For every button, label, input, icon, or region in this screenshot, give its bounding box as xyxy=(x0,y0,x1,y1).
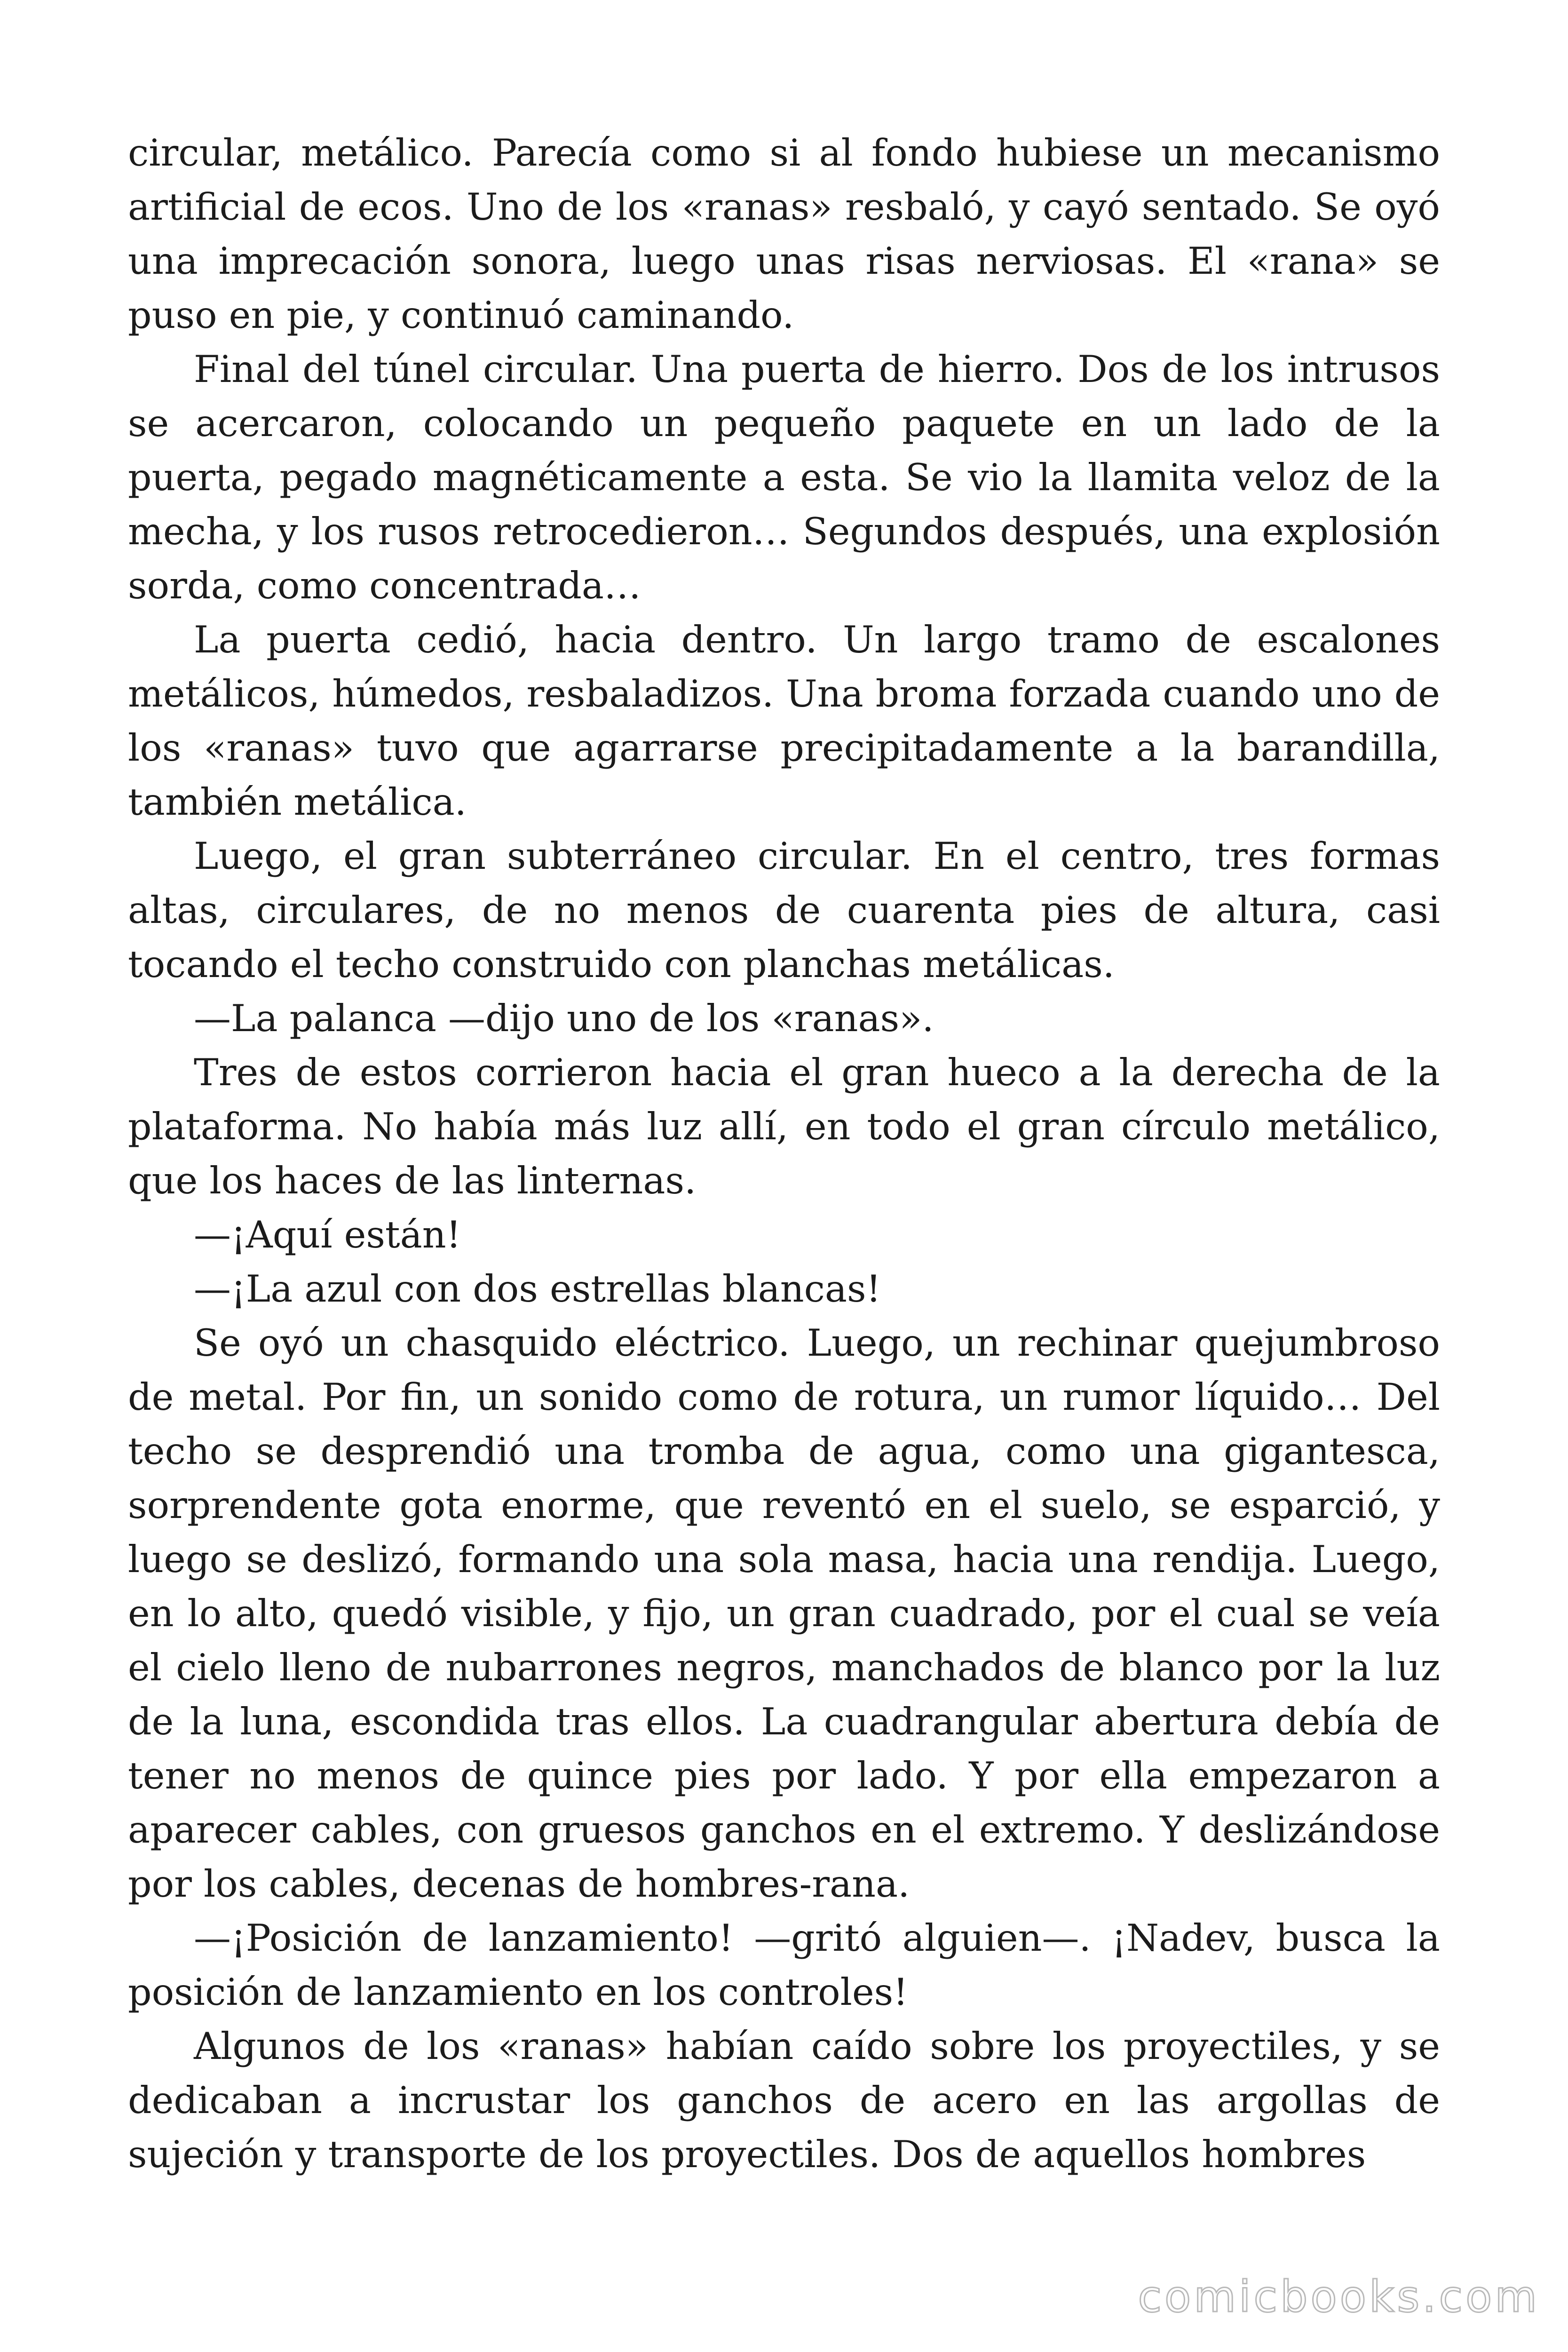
paragraph: —¡Aquí están! xyxy=(194,1213,461,1256)
page-body xyxy=(128,126,1440,2182)
paragraph: Final del túnel circular. Una puerta de hierro. Dos de los intrusos se acercaron, colocando un pequeño paquete en un lado de la puerta, pegado magnéticamente a esta. Se vio la llamita veloz de la mecha, y los rusos retrocedieron… Segundos después, una explosión sorda, como concentrada… xyxy=(128,348,1440,607)
paragraph: —¡Posición de lanzamiento! —gritó alguien—. ¡Nadev, busca la posición de lanzamiento en los controles! xyxy=(128,1916,1440,2014)
paragraph: Tres de estos corrieron hacia el gran hueco a la derecha de la plataforma. No había más luz allí, en todo el gran círculo metálico, que los haces de las linternas. xyxy=(128,1051,1440,1202)
paragraph: La puerta cedió, hacia dentro. Un largo tramo de escalones metálicos, húmedos, resbaladizos. Una broma forzada cuando uno de los «ranas» tuvo que agarrarse precipitadamente a la barandilla, también metálica. xyxy=(128,618,1440,824)
paragraph: —¡La azul con dos estrellas blancas! xyxy=(194,1267,881,1311)
paragraph: Luego, el gran subterráneo circular. En el centro, tres formas altas, circulares, de no menos de cuarenta pies de altura, casi tocando el techo construido con planchas metálicas. xyxy=(128,834,1440,986)
paragraph: circular, metálico. Parecía como si al fondo hubiese un mecanismo artificial de ecos. Uno de los «ranas» resbaló, y cayó sentado. Se oyó una imprecación sonora, luego unas risas nerviosas. El «rana» se puso en pie, y continuó caminando. xyxy=(128,131,1440,337)
paragraph: Algunos de los «ranas» habían caído sobre los proyectiles, y se dedicaban a incrustar los ganchos de acero en las argollas de sujeción y transporte de los proyectiles. Dos de aquellos hombres xyxy=(128,2025,1440,2176)
watermark: comicbooks.com xyxy=(1138,2272,1540,2322)
paragraph: Se oyó un chasquido eléctrico. Luego, un rechinar quejumbroso de metal. Por fin, un sonido como de rotura, un rumor líquido… Del techo se desprendió una tromba de agua, como una gigantesca, sorprendente gota enorme, que reventó en el suelo, se esparció, y luego se deslizó, formando una sola masa, hacia una rendija. Luego, en lo alto, quedó visible, y fijo, un gran cuadrado, por el cual se veía el cielo lleno de nubarrones negros, manchados de blanco por la luz de la luna, escondida tras ellos. La cuadrangular abertura debía de tener no menos de quince pies por lado. Y por ella empezaron a aparecer cables, con gruesos ganchos en el extremo. Y deslizándose por los cables, decenas de hombres-rana. xyxy=(128,1321,1440,1906)
paragraph: —La palanca —dijo uno de los «ranas». xyxy=(194,997,934,1040)
